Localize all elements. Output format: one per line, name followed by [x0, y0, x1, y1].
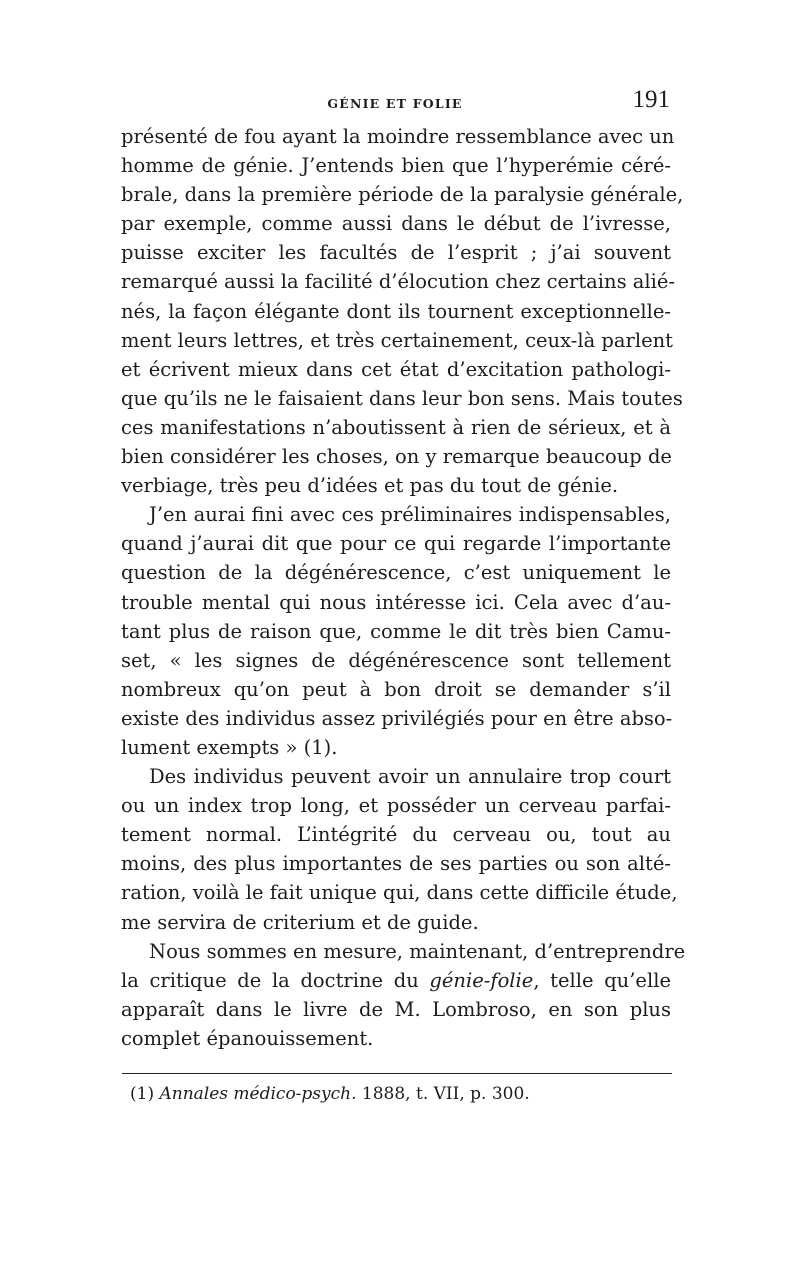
text-line: tant plus de raison que, comme le dit très bien Camu- — [121, 619, 671, 643]
footnote-reference: 1888, t. VII, p. 300. — [356, 1084, 530, 1104]
footnote-journal: Annales médico-psych. — [159, 1084, 357, 1104]
text-line: homme de génie. J’entends bien que l’hyperémie céré- — [121, 154, 671, 178]
running-title: GÉNIE ET FOLIE — [327, 96, 463, 111]
footnote-marker: (1) — [130, 1084, 160, 1104]
footnote-divider — [122, 1073, 672, 1074]
text-line: nés, la façon élégante dont ils tournent exceptionnelle- — [121, 299, 671, 323]
text-line: Nous sommes en mesure, maintenant, d’entreprendre — [149, 939, 686, 963]
text-line: bien considérer les choses, on y remarque beaucoup de — [121, 445, 672, 469]
text-fragment: la critique de la doctrine du — [121, 968, 430, 992]
text-line: et écrivent mieux dans cet état d’excitation pathologi- — [121, 357, 671, 381]
text-line: set, « les signes de dégénérescence sont tellement — [121, 648, 671, 672]
text-fragment: , telle qu’elle — [533, 968, 671, 992]
text-line: ment leurs lettres, et très certainement, ceux-là parlent — [121, 328, 674, 352]
text-line: existe des individus assez privilégiés pour en être abso- — [121, 706, 673, 730]
text-line: remarqué aussi la facilité d’élocution chez certains alié- — [121, 270, 676, 294]
text-line: apparaît dans le livre de M. Lombroso, en son plus — [121, 997, 671, 1021]
text-line: brale, dans la première période de la paralysie générale, — [121, 183, 684, 207]
text-line: nombreux qu’on peut à bon droit se demander s’il — [121, 677, 671, 701]
text-line: quand j’aurai dit que pour ce qui regarde l’importante — [121, 532, 671, 556]
text-line: que qu’ils ne le faisaient dans leur bon sens. Mais toutes — [121, 386, 683, 410]
text-line: question de la dégénérescence, c’est uniquement le — [121, 561, 671, 585]
text-line: ces manifestations n’aboutissent à rien de sérieux, et à — [121, 415, 671, 439]
text-line: trouble mental qui nous intéresse ici. Cela avec d’au- — [121, 590, 671, 614]
text-line — [121, 966, 671, 995]
text-line: me servira de criterium et de guide. — [121, 910, 479, 934]
running-head — [120, 86, 670, 120]
italic-term: génie-folie — [429, 968, 534, 992]
text-line: verbiage, très peu d’idées et pas du tout de génie. — [121, 474, 619, 498]
text-line: lument exempts » (1). — [121, 735, 338, 759]
text-line: tement normal. L’intégrité du cerveau ou, tout au — [121, 823, 671, 847]
text-line: présenté de fou ayant la moindre ressemblance avec un — [121, 125, 675, 148]
text-line: puisse exciter les facultés de l’esprit ; j’ai souvent — [121, 241, 671, 265]
text-line: moins, des plus importantes de ses parties ou son alté- — [121, 852, 671, 876]
page-number: 191 — [632, 86, 670, 113]
text-line: J’en aurai fini avec ces préliminaires indispensables, — [149, 503, 671, 527]
text-line: ou un index trop long, et posséder un cerveau parfai- — [121, 794, 671, 818]
text-line: par exemple, comme aussi dans le début de l’ivresse, — [121, 212, 671, 236]
text-line: ration, voilà le fait unique qui, dans cette difficile étude, — [121, 881, 678, 905]
text-line: Des individus peuvent avoir un annulaire trop court — [149, 765, 671, 789]
text-line: complet épanouissement. — [121, 1026, 374, 1050]
footnote — [130, 1084, 670, 1104]
body-text — [121, 122, 686, 1053]
